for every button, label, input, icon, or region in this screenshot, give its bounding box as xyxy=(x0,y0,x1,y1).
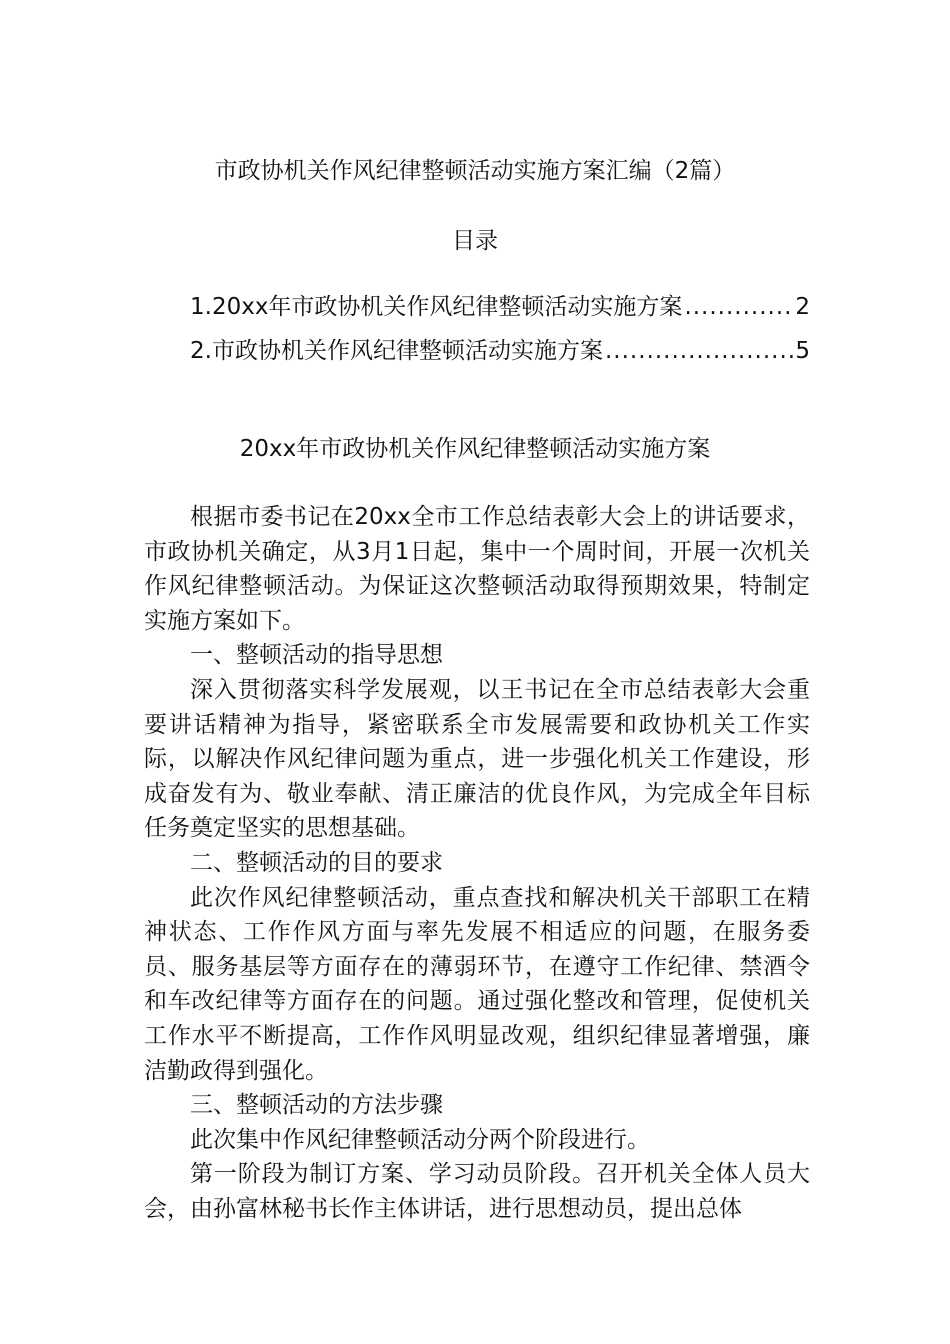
intro-paragraph: 根据市委书记在20xx全市工作总结表彰大会上的讲话要求，市政协机关确定，从3月1日起，集中一个周时间，开展一次机关作风纪律整顿活动。为保证这次整顿活动取得预期效果，特制定实施方案如下。 xyxy=(144,504,810,634)
toc-entry-text: 1.20xx年市政协机关作风纪律整顿活动实施方案 xyxy=(190,294,683,320)
section-title: 20xx年市政协机关作风纪律整顿活动实施方案 xyxy=(239,436,711,462)
body-paragraph: 深入贯彻落实科学发展观，以王书记在全市总结表彰大会重要讲话精神为指导，紧密联系全市发展需要和政协机关工作实际，以解决作风纪律问题为重点，进一步强化机关工作建设，形成奋发有为、敬业奉献、清正廉洁的优良作风，为完成全年目标任务奠定坚实的思想基础。 xyxy=(144,676,810,842)
document-body xyxy=(144,500,810,1226)
toc-heading: 目录 xyxy=(452,228,498,254)
toc-entry-page: 2 xyxy=(795,294,810,320)
body-paragraph: 第一阶段为制订方案、学习动员阶段。召开机关全体人员大会，由孙富林秘书长作主体讲话，进行思想动员，提出总体 xyxy=(144,1161,810,1222)
section-heading: 二、整顿活动的目的要求 xyxy=(190,849,443,876)
table-of-contents xyxy=(190,290,810,378)
toc-dot-leader xyxy=(684,290,793,324)
toc-entry[interactable] xyxy=(190,334,810,378)
section-heading: 三、整顿活动的方法步骤 xyxy=(190,1092,443,1119)
document-title: 市政协机关作风纪律整顿活动实施方案汇编（2篇） xyxy=(214,158,736,184)
toc-entry-page: 5 xyxy=(795,338,810,364)
toc-dot-leader xyxy=(605,334,793,368)
body-paragraph: 此次作风纪律整顿活动，重点查找和解决机关干部职工在精神状态、工作作风方面与率先发展不相适应的问题，在服务委员、服务基层等方面存在的薄弱环节，在遵守工作纪律、禁酒令和车改纪律等方面存在的问题。通过强化整改和管理，促使机关工作水平不断提高，工作作风明显改观，组织纪律显著增强，廉洁勤政得到强化。 xyxy=(144,884,810,1084)
section-heading: 一、整顿活动的指导思想 xyxy=(190,642,443,669)
toc-entry[interactable] xyxy=(190,290,810,334)
body-paragraph: 此次集中作风纪律整顿活动分两个阶段进行。 xyxy=(190,1126,650,1153)
toc-entry-text: 2.市政协机关作风纪律整顿活动实施方案 xyxy=(190,338,603,364)
